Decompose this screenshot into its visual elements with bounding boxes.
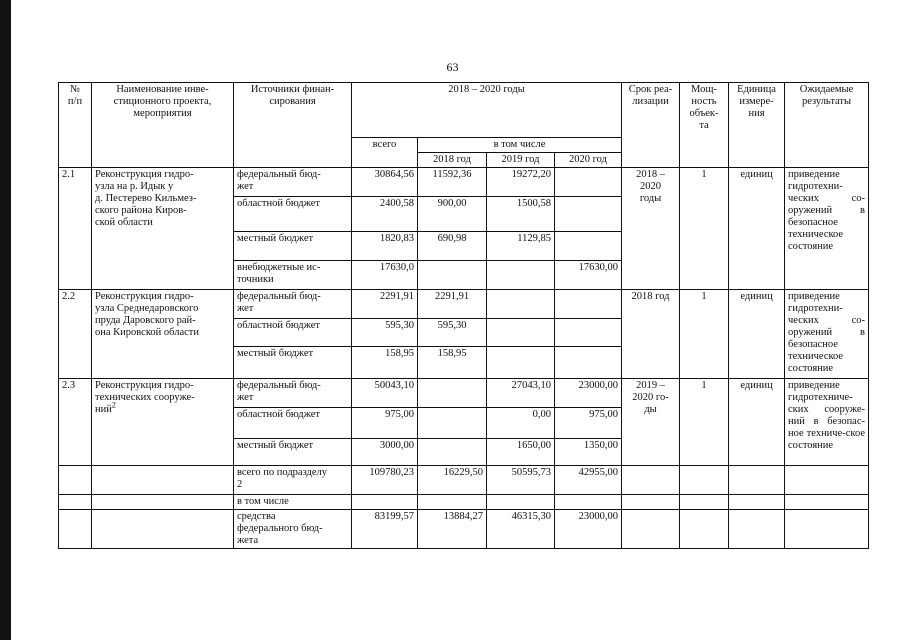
y2020-cell: 17630,00 bbox=[555, 261, 622, 290]
source-cell: областной бюджет bbox=[234, 408, 352, 439]
subtotal-label: всего по подразделу 2 bbox=[234, 466, 352, 495]
project-num: 2.2 bbox=[59, 290, 92, 379]
y2018-cell: 595,30 bbox=[418, 319, 487, 347]
source-cell: федеральный бюд- жет bbox=[234, 290, 352, 319]
page-number: 63 bbox=[446, 60, 459, 74]
source-cell: местный бюджет bbox=[234, 347, 352, 379]
scan-edge-bar bbox=[0, 0, 11, 640]
y2020-cell bbox=[555, 197, 622, 232]
project-num: 2.1 bbox=[59, 168, 92, 290]
incl-label: в том числе bbox=[234, 495, 352, 510]
header-2020: 2020 год bbox=[555, 153, 622, 168]
table-row bbox=[59, 168, 869, 197]
unit-cell: единиц bbox=[729, 168, 785, 290]
source-cell: областной бюджет bbox=[234, 319, 352, 347]
source-cell: федеральный бюд- жет bbox=[234, 379, 352, 408]
total-cell: 595,30 bbox=[352, 319, 418, 347]
subtotal-row bbox=[59, 466, 869, 495]
incl-row bbox=[59, 495, 869, 510]
total-cell: 1820,83 bbox=[352, 232, 418, 261]
total-cell: 2400,58 bbox=[352, 197, 418, 232]
y2018-cell: 158,95 bbox=[418, 347, 487, 379]
total-cell: 2291,91 bbox=[352, 290, 418, 319]
header-results: Ожидаемые результаты bbox=[785, 83, 869, 168]
investment-table bbox=[58, 82, 869, 549]
y2019-cell: 19272,20 bbox=[487, 168, 555, 197]
subtotal-2018: 16229,50 bbox=[418, 466, 487, 495]
federal-row bbox=[59, 510, 869, 549]
header-name: Наименование инве- стиционного проекта, мероприятия bbox=[92, 83, 234, 168]
term-cell: 2019 – 2020 го- ды bbox=[622, 379, 680, 466]
y2020-cell bbox=[555, 319, 622, 347]
header-years: 2018 – 2020 годы bbox=[352, 83, 622, 138]
result-cell: приведение гидротехниче-ских сооруже-ний в безопас-ное техниче-ское состояние bbox=[785, 379, 869, 466]
federal-label: средства федерального бюд- жета bbox=[234, 510, 352, 549]
y2018-cell bbox=[418, 261, 487, 290]
header-sources: Источники финан- сирования bbox=[234, 83, 352, 168]
y2020-cell: 23000,00 bbox=[555, 379, 622, 408]
header-incl: в том числе bbox=[418, 138, 622, 153]
result-cell: приведение гидротехни-ческих со-оружений в безопасное техническое состояние bbox=[785, 168, 869, 290]
y2019-cell: 1500,58 bbox=[487, 197, 555, 232]
header-2019: 2019 год bbox=[487, 153, 555, 168]
table-row bbox=[59, 290, 869, 319]
term-cell: 2018 год bbox=[622, 290, 680, 379]
unit-cell: единиц bbox=[729, 290, 785, 379]
result-cell: приведение гидротехни-ческих со-оружений в безопасное техническое состояние bbox=[785, 290, 869, 379]
y2020-cell: 1350,00 bbox=[555, 439, 622, 466]
y2018-cell bbox=[418, 379, 487, 408]
total-cell: 30864,56 bbox=[352, 168, 418, 197]
header-unit: Единица измере- ния bbox=[729, 83, 785, 168]
total-cell: 158,95 bbox=[352, 347, 418, 379]
subtotal-total: 109780,23 bbox=[352, 466, 418, 495]
y2019-cell: 0,00 bbox=[487, 408, 555, 439]
footnote-marker: 2 bbox=[111, 400, 116, 410]
y2019-cell: 1650,00 bbox=[487, 439, 555, 466]
y2019-cell bbox=[487, 319, 555, 347]
y2018-cell bbox=[418, 439, 487, 466]
federal-2018: 13884,27 bbox=[418, 510, 487, 549]
federal-total: 83199,57 bbox=[352, 510, 418, 549]
y2020-cell bbox=[555, 290, 622, 319]
source-cell: внебюджетные ис- точники bbox=[234, 261, 352, 290]
project-name bbox=[92, 168, 234, 290]
project-name-text: Реконструкция гидро- узла на р. Идык у д. Пестерево Кильмез- ского района Киров- ской области bbox=[95, 169, 197, 228]
y2019-cell: 1129,85 bbox=[487, 232, 555, 261]
total-cell: 3000,00 bbox=[352, 439, 418, 466]
header-capacity: Мощ- ность объек- та bbox=[680, 83, 729, 168]
capacity-cell: 1 bbox=[680, 379, 729, 466]
federal-2019: 46315,30 bbox=[487, 510, 555, 549]
source-cell: местный бюджет bbox=[234, 232, 352, 261]
subtotal-2019: 50595,73 bbox=[487, 466, 555, 495]
unit-cell: единиц bbox=[729, 379, 785, 466]
y2018-cell: 690,98 bbox=[418, 232, 487, 261]
y2019-cell bbox=[487, 261, 555, 290]
table-row bbox=[59, 379, 869, 408]
source-cell: федеральный бюд- жет bbox=[234, 168, 352, 197]
y2020-cell bbox=[555, 168, 622, 197]
y2018-cell bbox=[418, 408, 487, 439]
y2019-cell: 27043,10 bbox=[487, 379, 555, 408]
y2018-cell: 2291,91 bbox=[418, 290, 487, 319]
header-row bbox=[59, 83, 869, 138]
project-name bbox=[92, 290, 234, 379]
federal-2020: 23000,00 bbox=[555, 510, 622, 549]
capacity-cell: 1 bbox=[680, 168, 729, 290]
header-num: № п/п bbox=[59, 83, 92, 168]
term-cell: 2018 – 2020 годы bbox=[622, 168, 680, 290]
project-name-text: Реконструкция гидро- узла Среднедаровского пруда Даровского рай- она Кировской области bbox=[95, 291, 199, 338]
total-cell: 975,00 bbox=[352, 408, 418, 439]
y2020-cell: 975,00 bbox=[555, 408, 622, 439]
project-name-text: Реконструкция гидро- технических сооруже- ний bbox=[95, 380, 195, 415]
y2020-cell bbox=[555, 232, 622, 261]
total-cell: 50043,10 bbox=[352, 379, 418, 408]
y2018-cell: 11592,36 bbox=[418, 168, 487, 197]
total-cell: 17630,0 bbox=[352, 261, 418, 290]
subtotal-2020: 42955,00 bbox=[555, 466, 622, 495]
source-cell: местный бюджет bbox=[234, 439, 352, 466]
y2020-cell bbox=[555, 347, 622, 379]
source-cell: областной бюджет bbox=[234, 197, 352, 232]
capacity-cell: 1 bbox=[680, 290, 729, 379]
y2019-cell bbox=[487, 347, 555, 379]
y2019-cell bbox=[487, 290, 555, 319]
y2018-cell: 900,00 bbox=[418, 197, 487, 232]
header-term: Срок реа- лизации bbox=[622, 83, 680, 168]
project-num: 2.3 bbox=[59, 379, 92, 466]
project-name bbox=[92, 379, 234, 466]
header-total: всего bbox=[352, 138, 418, 168]
header-2018: 2018 год bbox=[418, 153, 487, 168]
